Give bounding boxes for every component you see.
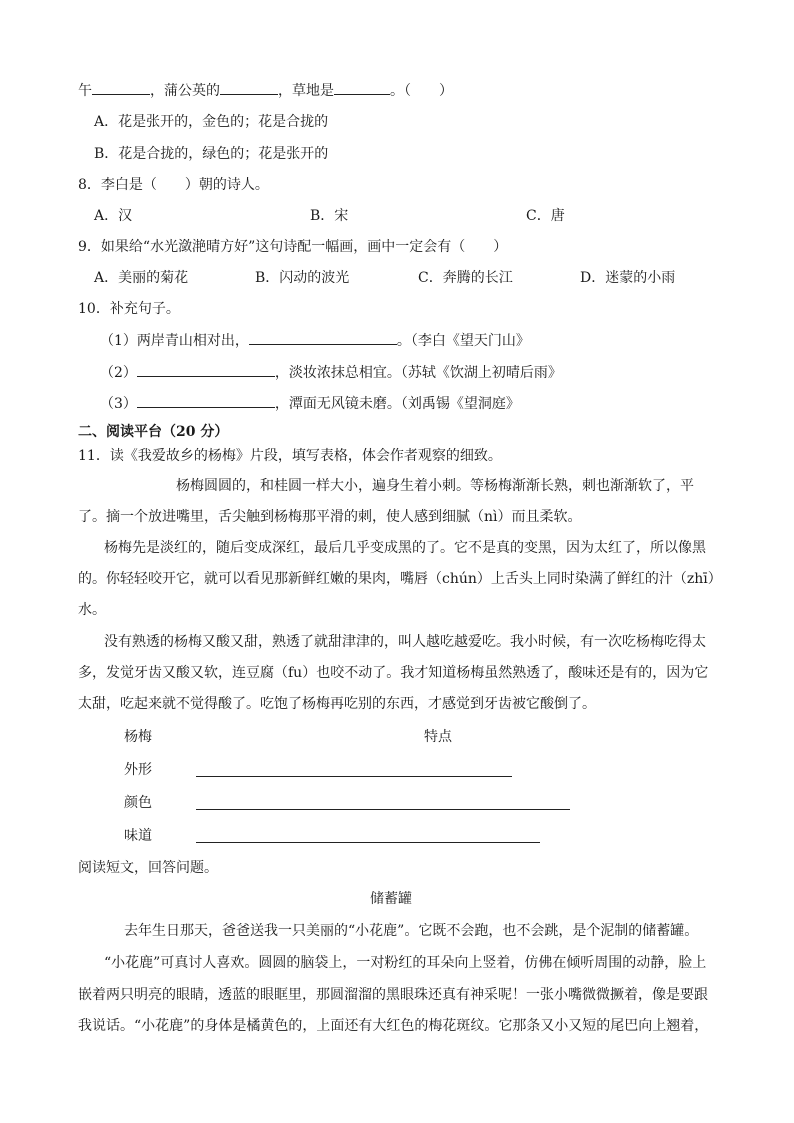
q7-option-a[interactable]: A．花是张开的，金色的；花是合拢的	[94, 114, 329, 130]
q10-blank-1[interactable]	[249, 330, 397, 345]
q8-option-c[interactable]: C．唐	[526, 208, 565, 224]
table-answer-line-color[interactable]	[196, 809, 570, 810]
q11-p1-line1: 杨梅圆圆的，和桂圆一样大小，遍身生着小刺。等杨梅渐渐长熟，刺也渐渐软了，平	[176, 478, 694, 494]
q9-stem: 9．如果给“水光潋滟晴方好”这句诗配一幅画，画中一定会有（ ）	[78, 239, 508, 255]
section-2-title: 二、阅读平台（20 分）	[78, 424, 229, 440]
q10-blank-3[interactable]	[137, 393, 275, 408]
q11-p3-line1: 没有熟透的杨梅又酸又甜，熟透了就甜津津的，叫人越吃越爱吃。我小时候，有一次吃杨梅吃得太	[104, 634, 706, 650]
q11-stem: 11．读《我爱故乡的杨梅》片段，填写表格，体会作者观察的细致。	[78, 448, 502, 464]
reading-2-p2-line3: 我说话。“小花鹿”的身体是橘黄色的，上面还有大红色的梅花斑纹。它那条又小又短的尾巴向上翘着，	[78, 1018, 709, 1034]
q11-p2-line3: 水。	[78, 602, 106, 618]
q7-option-b[interactable]: B．花是合拢的，绿色的；花是张开的	[94, 146, 329, 162]
table-row-label-color: 颜色	[124, 795, 152, 811]
table-row-label-taste: 味道	[124, 828, 152, 844]
reading-2-title: 储蓄罐	[370, 891, 412, 907]
q8-option-a[interactable]: A．汉	[94, 208, 133, 224]
table-row-label-shape: 外形	[124, 762, 152, 778]
reading-2-p1: 去年生日那天，爸爸送我一只美丽的“小花鹿”。它既不会跑，也不会跳，是个泥制的储蓄罐。	[124, 923, 699, 939]
q11-p2-line2: 的。你轻轻咬开它，就可以看见那新鲜红嫩的果肉，嘴唇（chún）上舌头上同时染满了鲜红的汁（zhī）	[78, 571, 722, 587]
q7-blank-2[interactable]	[220, 80, 278, 95]
q10-sentence-2: （2） ，淡妆浓抹总相宜。（苏轼《饮湖上初晴后雨》	[100, 362, 562, 383]
q7-blank-1[interactable]	[92, 80, 150, 95]
reading-2-p2-line2: 嵌着两只明亮的眼睛，透蓝的眼眶里，那圆溜溜的黑眼珠还真有神采呢！一张小嘴微微撅着，像是要跟	[78, 987, 708, 1003]
table-answer-line-shape[interactable]	[196, 776, 512, 777]
table-header-yangmei: 杨梅	[124, 729, 152, 745]
q11-p1-line2: 了。摘一个放进嘴里，舌尖触到杨梅那平滑的刺，使人感到细腻（nì）而且柔软。	[78, 509, 582, 525]
q8-stem: 8．李白是（ ）朝的诗人。	[78, 177, 269, 193]
q8-option-b[interactable]: B．宋	[310, 208, 349, 224]
q11-p3-line2: 多，发觉牙齿又酸又软，连豆腐（fu）也咬不动了。我才知道杨梅虽然熟透了，酸味还是有的，因为它	[78, 665, 709, 681]
q10-sentence-1: （1）两岸青山相对出， 。（李白《望天门山》	[100, 330, 530, 351]
reading-2-intro: 阅读短文，回答问题。	[78, 860, 218, 876]
q11-p3-line3: 太甜，吃起来就不觉得酸了。吃饱了杨梅再吃别的东西，才感觉到牙齿被它酸倒了。	[78, 696, 596, 712]
q7-blank-3[interactable]	[334, 80, 390, 95]
q7-stem: 午 ，蒲公英的 ，草地是 。（ ）	[78, 80, 453, 101]
reading-2-p2-line1: “小花鹿”可真讨人喜欢。圆圆的脑袋上，一对粉红的耳朵向上竖着，仿佛在倾听周围的动静，脸上	[104, 955, 707, 971]
q9-option-a[interactable]: A．美丽的菊花	[94, 270, 189, 286]
q9-option-d[interactable]: D．迷蒙的小雨	[580, 270, 676, 286]
q9-option-c[interactable]: C．奔腾的长江	[418, 270, 513, 286]
q10-blank-2[interactable]	[137, 362, 275, 377]
q11-p2-line1: 杨梅先是淡红的，随后变成深红，最后几乎变成黑的了。它不是真的变黑，因为太红了，所以像黑	[104, 540, 706, 556]
table-answer-line-taste[interactable]	[196, 842, 540, 843]
table-header-features: 特点	[424, 729, 452, 745]
q10-sentence-3: （3） ，潭面无风镜未磨。（刘禹锡《望洞庭》	[100, 393, 520, 414]
q9-option-b[interactable]: B．闪动的波光	[255, 270, 350, 286]
q10-stem: 10．补充句子。	[78, 301, 180, 317]
